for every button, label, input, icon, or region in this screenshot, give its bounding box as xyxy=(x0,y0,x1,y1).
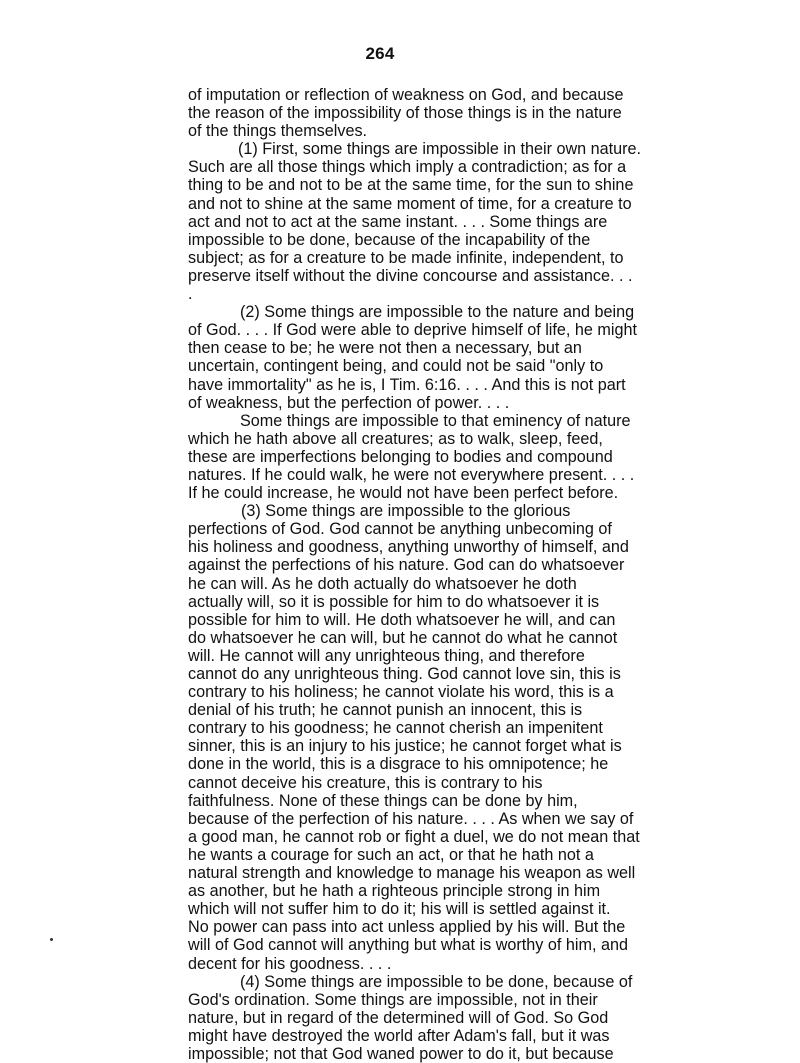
text-line: Such are all those things which imply a contradiction; as for a xyxy=(188,158,627,177)
text-line: (3) Some things are impossible to the glorious xyxy=(241,502,571,521)
scan-speck xyxy=(50,938,53,941)
text-line: do whatsoever he can will, but he cannot do what he cannot xyxy=(188,628,618,647)
body-text xyxy=(188,86,718,1063)
text-line: which will not suffer him to do it; his will is settled against it. xyxy=(188,900,611,919)
text-line: perfections of God. God cannot be anything unbecoming of xyxy=(188,520,612,539)
text-line: then cease to be; he were not then a necessary, but an xyxy=(188,339,582,358)
text-line: of imputation or reflection of weakness on God, and because xyxy=(188,86,624,104)
text-line: Some things are impossible to that eminency of nature xyxy=(240,411,631,430)
text-line: cannot do any unrighteous thing. God cannot love sin, this is xyxy=(188,665,621,683)
text-line: nature, but in regard of the determined will of God. So God xyxy=(188,1008,609,1027)
text-line: thing to be and not to be at the same time, for the sun to shine xyxy=(188,176,634,195)
text-line: of God. . . . If God were able to deprive himself of life, he might xyxy=(188,321,637,340)
text-line: (2) Some things are impossible to the nature and being xyxy=(240,303,635,322)
text-line: contrary to his holiness; he cannot violate his word, this is a xyxy=(188,683,614,702)
text-line: impossible; not that God waned power to do it, but because xyxy=(188,1044,614,1063)
text-line: of weakness, but the perfection of power. . . . xyxy=(188,393,510,412)
text-line: have immortality" as he is, I Tim. 6:16. . . . And this is not part xyxy=(188,375,626,394)
text-line: of the things themselves. xyxy=(188,122,368,141)
text-line: act and not to act at the same instant. . . . Some things are xyxy=(188,212,608,231)
text-line: contrary to his goodness; he cannot cherish an impenitent xyxy=(188,719,603,738)
text-line: the reason of the impossibility of those things is in the nature xyxy=(188,104,622,123)
text-line: . xyxy=(188,285,193,304)
text-line: sinner, this is an injury to his justice; he cannot forget what is xyxy=(188,737,622,756)
text-line: against the perfections of his nature. God can do whatsoever xyxy=(188,556,625,575)
text-line: a good man, he cannot rob or fight a duel, we do not mean that xyxy=(188,827,640,846)
text-line: (1) First, some things are impossible in their own nature. xyxy=(238,140,642,159)
text-line: uncertain, contingent being, and could not be said "only to xyxy=(188,357,604,376)
text-line: If he could increase, he would not have been perfect before. xyxy=(188,484,619,503)
text-line: will. He cannot will any unrighteous thing, and therefore xyxy=(188,646,585,665)
text-line: God's ordination. Some things are impossible, not in their xyxy=(188,990,598,1009)
text-line: these are imperfections belonging to bodies and compound xyxy=(188,447,613,466)
text-line: subject; as for a creature to be made infinite, independent, to xyxy=(188,248,624,267)
text-line: which he hath above all creatures; as to walk, sleep, feed, xyxy=(188,429,603,448)
text-line: natures. If he could walk, he were not everywhere present. . . . xyxy=(188,465,635,484)
text-line: might have destroyed the world after Adam's fall, but it was xyxy=(188,1026,610,1045)
text-line: impossible to be done, because of the incapability of the xyxy=(188,230,591,249)
text-line: his holiness and goodness, anything unworthy of himself, and xyxy=(188,538,629,557)
text-line: (4) Some things are impossible to be done, because of xyxy=(240,972,633,991)
text-line: preserve itself without the divine concourse and assistance. . . xyxy=(188,266,633,285)
text-line: will of God cannot will anything but what is worthy of him, and xyxy=(188,936,628,955)
text-line: he wants a courage for such an act, or that he hath not a xyxy=(188,845,594,864)
text-line: denial of his truth; he cannot punish an innocent, this is xyxy=(188,701,583,720)
text-line: as another, but he hath a righteous principle strong in him xyxy=(188,882,601,901)
text-line: he can will. As he doth actually do whatsoever he doth xyxy=(188,574,577,593)
text-line: faithfulness. None of these things can be done by him, xyxy=(188,791,578,810)
text-line: and not to shine at the same moment of time, for a creature to xyxy=(188,194,632,213)
text-line: No power can pass into act unless applied by his will. But the xyxy=(188,918,626,937)
text-line: because of the perfection of his nature. . . . As when we say of xyxy=(188,809,634,828)
text-line: actually will, so it is possible for him to do whatsoever it is xyxy=(188,592,600,611)
page-number: 264 xyxy=(365,44,395,63)
text-line: possible for him to will. He doth whatsoever he will, and can xyxy=(188,610,616,629)
text-line: decent for his goodness. . . . xyxy=(188,954,392,973)
text-line: done in the world, this is a disgrace to his omnipotence; he xyxy=(188,755,609,774)
text-line: natural strength and knowledge to manage his weapon as well xyxy=(188,864,636,883)
text-line: cannot deceive his creature, this is contrary to his xyxy=(188,773,543,792)
